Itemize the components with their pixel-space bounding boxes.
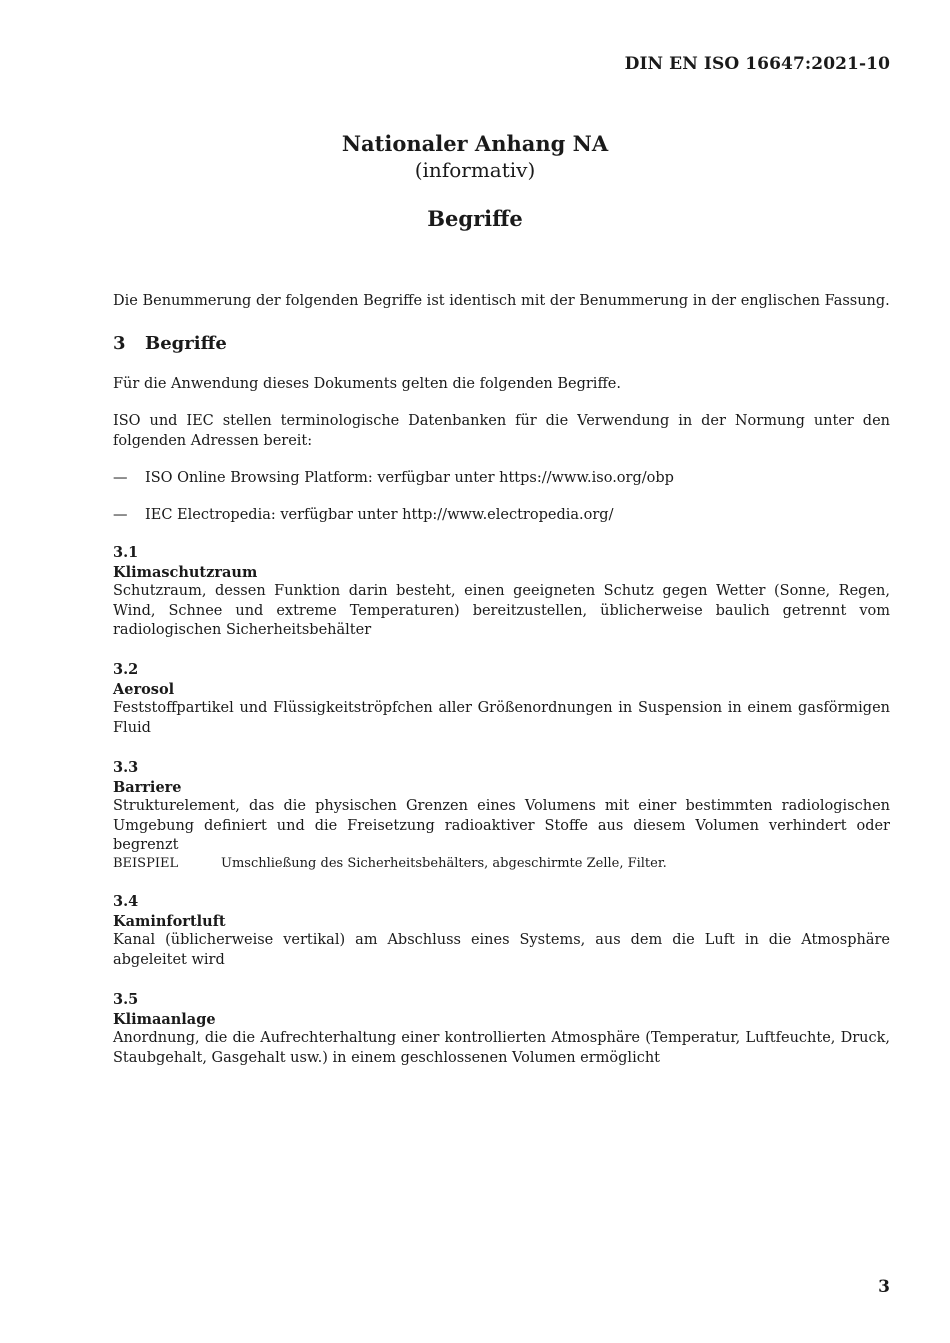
term-definition: Kanal (üblicherweise vertikal) am Abschluss eines Systems, aus dem die Luft in die Atmosphäre abgeleitet wird — [113, 932, 890, 968]
term-name: Barriere — [113, 778, 182, 796]
paragraph: Für die Anwendung dieses Dokuments gelten die folgenden Begriffe. — [113, 376, 621, 392]
dash-marker: — — [113, 507, 128, 523]
term-name: Klimaanlage — [113, 1010, 216, 1028]
term-number: 3.2 — [113, 661, 139, 678]
clause-title: Begriffe — [145, 333, 227, 354]
intro-paragraph: Die Benummerung der folgenden Begriffe ist identisch mit der Benummerung in der englischen Fassung. — [113, 293, 890, 309]
term-definition: Anordnung, die die Aufrechterhaltung einer kontrollierten Atmosphäre (Temperatur, Luftfeuchte, Druck, Staubgehalt, Gasgehalt usw.) in einem geschlossenen Volumen ermöglicht — [113, 1030, 890, 1066]
term-entry — [113, 892, 890, 970]
list-item-text: IEC Electropedia: verfügbar unter http://www.electropedia.org/ — [145, 507, 614, 523]
term-entry — [113, 543, 890, 641]
term-name: Aerosol — [113, 680, 175, 698]
term-number: 3.1 — [113, 544, 139, 561]
annex-heading: Begriffe — [427, 206, 523, 231]
term-entry — [113, 660, 890, 738]
page-number: 3 — [878, 1277, 890, 1297]
clause-heading — [113, 333, 227, 354]
term-name: Klimaschutzraum — [113, 563, 258, 581]
clause-number: 3 — [113, 333, 126, 354]
term-definition: Feststoffpartikel und Flüssigkeitströpfchen aller Größenordnungen in Suspension in einem gasförmigen Fluid — [113, 700, 890, 736]
list-item — [113, 506, 890, 526]
annex-subtitle: (informativ) — [414, 158, 536, 182]
list-item-text: ISO Online Browsing Platform: verfügbar unter https://www.iso.org/obp — [145, 470, 674, 486]
annex-title: Nationaler Anhang NA — [341, 131, 609, 156]
example-note — [113, 855, 890, 872]
term-entry — [113, 758, 890, 856]
paragraph: ISO und IEC stellen terminologische Datenbanken für die Verwendung in der Normung unter den folgenden Adressen bereit: — [113, 413, 890, 449]
term-number: 3.4 — [113, 893, 139, 910]
example-label: BEISPIEL — [113, 856, 179, 871]
term-definition: Strukturelement, das die physischen Grenzen eines Volumens mit einer bestimmten radiologischen Umgebung definiert und die Freisetzung radioaktiver Stoffe aus diesem Volumen verhindert oder begrenzt — [113, 798, 890, 853]
term-name: Kaminfortluft — [113, 912, 226, 930]
term-number: 3.3 — [113, 759, 139, 776]
term-definition: Schutzraum, dessen Funktion darin besteht, einen geeigneten Schutz gegen Wetter (Sonne, Regen, Wind, Schnee und extreme Temperaturen) bereitzustellen, üblicherweise baulich getrennt vom radiologischen Sicherheitsbehälter — [113, 583, 890, 638]
list-item — [113, 469, 890, 489]
term-entry — [113, 990, 890, 1068]
example-text: Umschließung des Sicherheitsbehälters, abgeschirmte Zelle, Filter. — [221, 856, 667, 871]
document-id: DIN EN ISO 16647:2021-10 — [624, 54, 890, 74]
term-number: 3.5 — [113, 991, 139, 1008]
dash-marker: — — [113, 470, 128, 486]
